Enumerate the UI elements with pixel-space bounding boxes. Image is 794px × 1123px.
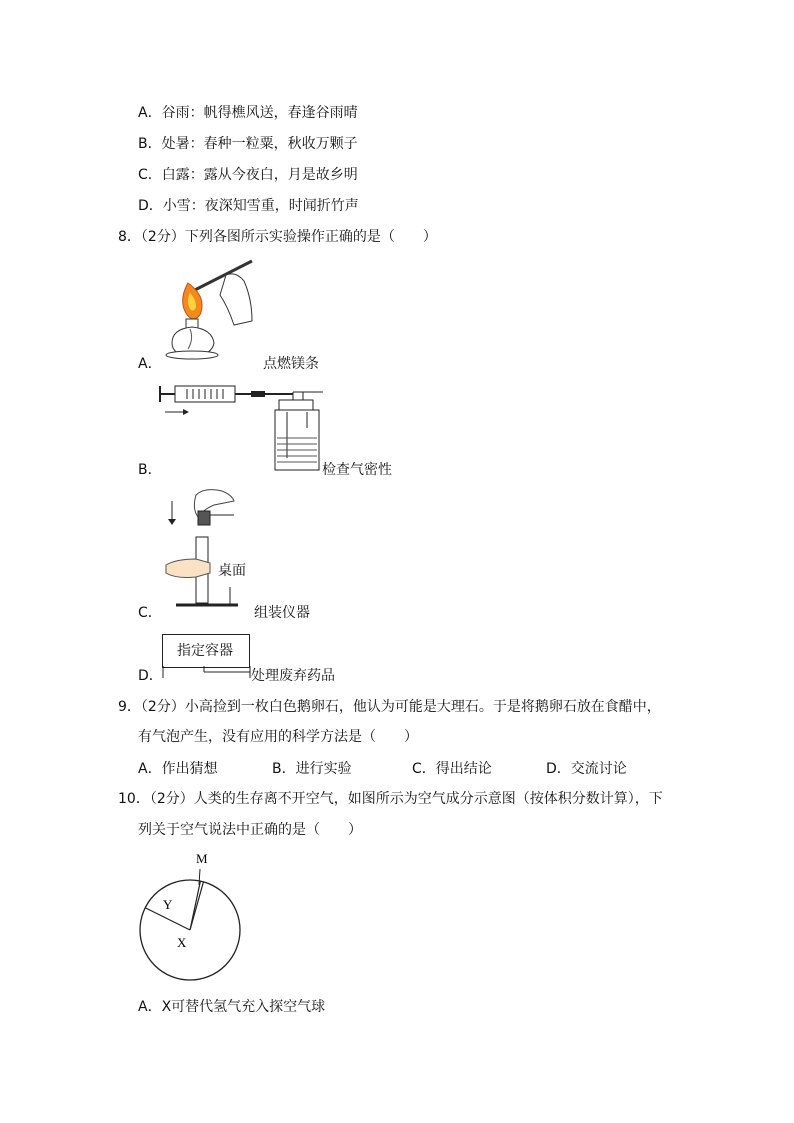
test-tube-figure xyxy=(162,487,242,609)
alcohol-lamp-figure xyxy=(160,255,260,365)
q9-option-d: D．交流讨论 xyxy=(546,761,627,777)
q8-option-c-letter: C． xyxy=(138,605,162,621)
q8-option-c-caption: 组装仪器 xyxy=(254,605,310,621)
q9-stem-line1: 9．（2分）小高捡到一枚白色鹅卵石，他认为可能是大理石。于是将鹅卵石放在食醋中， xyxy=(118,699,661,715)
q9-stem-line2: 有气泡产生，没有应用的科学方法是（ ） xyxy=(138,729,418,745)
q8-option-a-letter: A． xyxy=(138,356,162,372)
q8-stem: 8．（2分）下列各图所示实验操作正确的是（ ） xyxy=(118,229,437,245)
pie-label-x: X xyxy=(177,935,187,950)
pie-label-m: M xyxy=(196,851,208,866)
q7-option-d: D．小雪：夜深知雪重，时闻折竹声 xyxy=(138,198,359,214)
q8-option-d-caption: 处理废弃药品 xyxy=(251,668,335,684)
q10-option-a: A．X可替代氢气充入探空气球 xyxy=(138,999,326,1015)
q10-stem-line2: 列关于空气说法中正确的是（ ） xyxy=(138,822,362,838)
q8-option-b-caption: 检查气密性 xyxy=(322,462,392,478)
designated-container-label: 指定容器 xyxy=(177,643,233,659)
q7-option-a: A．谷雨：帆得樵风送，春逢谷雨晴 xyxy=(138,105,358,121)
q7-option-c: C．白露：露从今夜白，月是故乡明 xyxy=(138,167,358,183)
q8-option-c-table-label: 桌面 xyxy=(218,563,246,579)
q10-stem-line1: 10．（2分）人类的生存离不开空气，如图所示为空气成分示意图（按体积分数计算），下 xyxy=(118,791,663,807)
pie-label-y: Y xyxy=(163,897,173,912)
q9-option-a: A．作出猜想 xyxy=(138,761,218,777)
container-base-figure xyxy=(162,666,252,680)
syringe-bottle-figure xyxy=(155,378,325,473)
q7-option-b: B．处暑：春种一粒粟，秋收万颗子 xyxy=(138,136,358,152)
q8-option-a-caption: 点燃镁条 xyxy=(263,356,319,372)
q8-option-b-letter: B． xyxy=(138,462,162,478)
q9-option-b: B．进行实验 xyxy=(272,761,352,777)
designated-container-box xyxy=(162,634,250,668)
air-composition-pie-chart xyxy=(130,845,250,985)
q8-option-d-letter: D． xyxy=(138,668,163,684)
q9-option-c: C．得出结论 xyxy=(412,761,492,777)
